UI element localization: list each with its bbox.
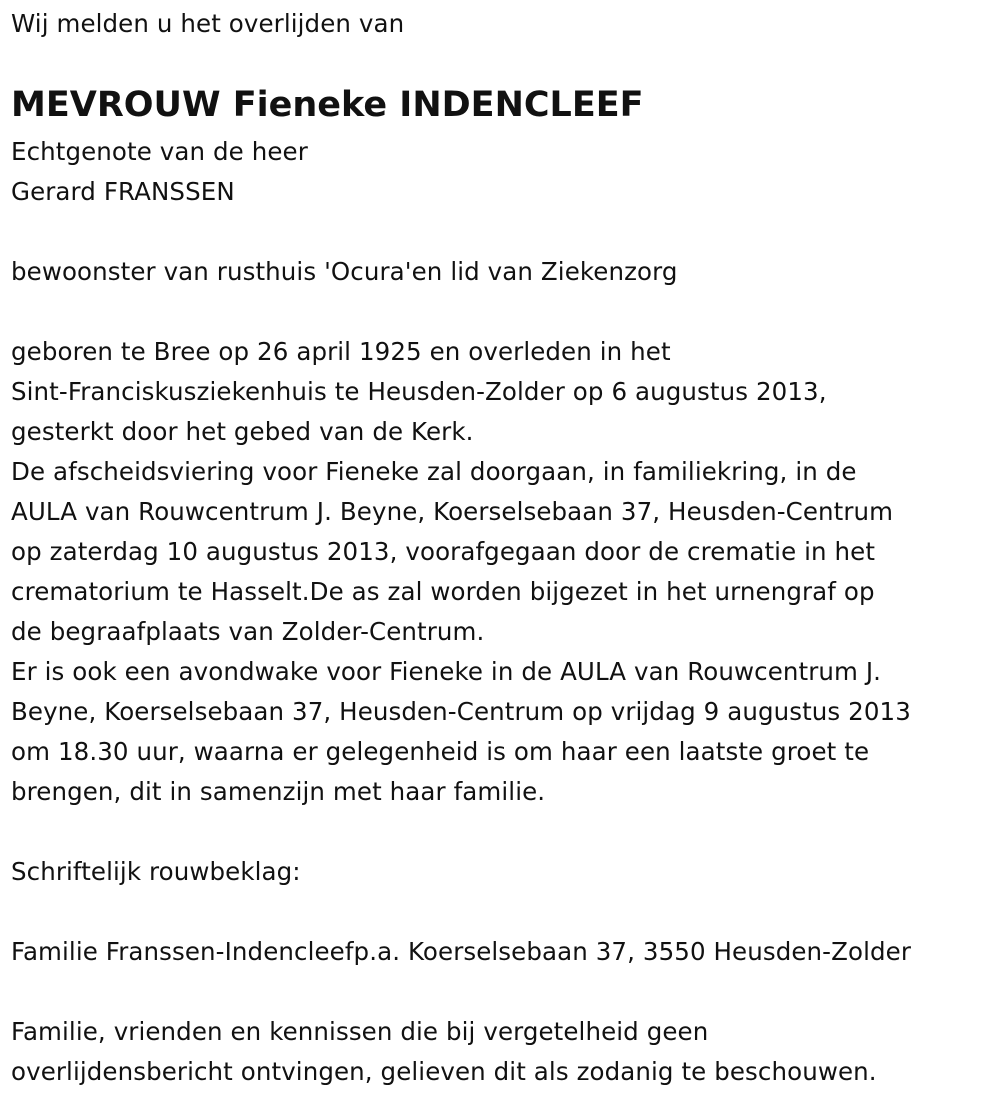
spouse-line-2: Gerard FRANSSEN bbox=[11, 177, 235, 206]
closing-paragraph bbox=[11, 1012, 996, 1092]
details-line: de begraafplaats van Zolder-Centrum. bbox=[11, 617, 485, 646]
condolence-label: Schriftelijk rouwbeklag: bbox=[11, 857, 301, 886]
death-notice bbox=[11, 4, 996, 1092]
details-line: om 18.30 uur, waarna er gelegenheid is om haar een laatste groet te bbox=[11, 737, 870, 766]
closing-line: Familie, vrienden en kennissen die bij vergetelheid geen bbox=[11, 1017, 709, 1046]
condolence-address: Familie Franssen-Indencleefp.a. Koerselsebaan 37, 3550 Heusden-Zolder bbox=[11, 937, 911, 966]
residence-text: bewoonster van rusthuis 'Ocura'en lid van Ziekenzorg bbox=[11, 257, 678, 286]
details-line: gesterkt door het gebed van de Kerk. bbox=[11, 417, 474, 446]
closing-line: overlijdensbericht ontvingen, gelieven dit als zodanig te beschouwen. bbox=[11, 1057, 877, 1086]
details-line: Beyne, Koerselsebaan 37, Heusden-Centrum op vrijdag 9 augustus 2013 bbox=[11, 697, 911, 726]
details-line: brengen, dit in samenzijn met haar familie. bbox=[11, 777, 546, 806]
details-line: AULA van Rouwcentrum J. Beyne, Koerselsebaan 37, Heusden-Centrum bbox=[11, 497, 894, 526]
details-line: op zaterdag 10 augustus 2013, voorafgegaan door de crematie in het bbox=[11, 537, 876, 566]
details-line: Er is ook een avondwake voor Fieneke in de AULA van Rouwcentrum J. bbox=[11, 657, 882, 686]
intro-text: Wij melden u het overlijden van bbox=[11, 9, 405, 38]
details-line: Sint-Franciskusziekenhuis te Heusden-Zolder op 6 augustus 2013, bbox=[11, 377, 827, 406]
details-paragraph bbox=[11, 332, 996, 812]
details-line: geboren te Bree op 26 april 1925 en overleden in het bbox=[11, 337, 671, 366]
spouse-line-1: Echtgenote van de heer bbox=[11, 137, 308, 166]
details-line: De afscheidsviering voor Fieneke zal doorgaan, in familiekring, in de bbox=[11, 457, 857, 486]
details-line: crematorium te Hasselt.De as zal worden bijgezet in het urnengraf op bbox=[11, 577, 875, 606]
deceased-name: MEVROUW Fieneke INDENCLEEF bbox=[11, 85, 644, 125]
